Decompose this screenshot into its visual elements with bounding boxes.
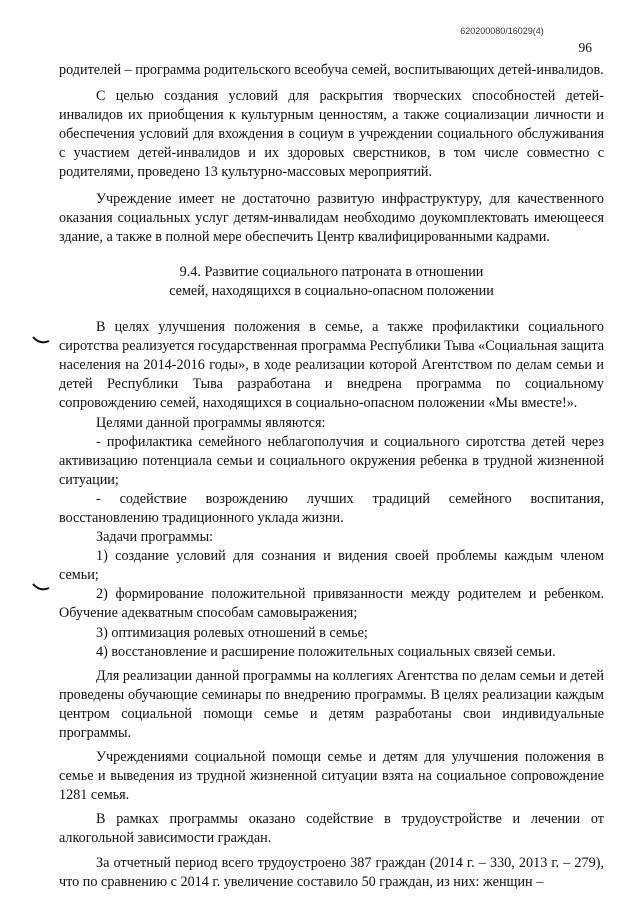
document-id: 620200080/16029(4) bbox=[460, 26, 544, 36]
list-item: 3) оптимизация ролевых отношений в семье; bbox=[96, 624, 368, 641]
paragraph: Учреждениями социальной помощи семье и детям для улучшения положения в семье и выведения из трудной жизненной ситуации взята на социальное сопровождение 1281 семья. bbox=[59, 749, 604, 804]
list-item: - профилактика семейного неблагополучия и социального сиротства детей через активизацию потенциала семьи и социального окружения ребенка в трудной жизненной ситуации; bbox=[59, 433, 604, 488]
list-item: 4) восстановление и расширение положительных социальных связей семьи. bbox=[96, 643, 556, 660]
paragraph: Целями данной программы являются: bbox=[96, 414, 326, 431]
paragraph: родителей – программа родительского всеобуча семей, воспитывающих детей-инвалидов. bbox=[59, 62, 604, 78]
section-title-line: семей, находящихся в социально-опасном положении bbox=[169, 282, 494, 299]
document-body bbox=[59, 61, 604, 892]
section-title-line: 9.4. Развитие социального патроната в отношении bbox=[179, 263, 484, 280]
margin-tick-mark-icon bbox=[32, 335, 50, 345]
paragraph: С целью создания условий для раскрытия творческих способностей детей-инвалидов их приобщения к культурным ценностям, а также социализации личности и обеспечения условий для вхождения в социум в учреждении социального обслуживания с участием детей-инвалидов и их здоровых сверстников, в том числе совместно с родителями, проведено 13 культурно-массовых мероприятий. bbox=[59, 88, 604, 181]
paragraph: Для реализации данной программы на коллегиях Агентства по делам семьи и детей проведены обучающие семинары по внедрению программы. В целях реализации каждым центром социальной помощи семье и детям разработаны свои индивидуальные программы. bbox=[59, 667, 604, 741]
paragraph: Учреждение имеет не достаточно развитую инфраструктуру, для качественного оказания социальных услуг детям-инвалидам необходимо доукомплектовать имеющееся здание, а также в полной мере обеспечить Центр квалифицированными кадрами. bbox=[59, 190, 604, 245]
paragraph: В рамках программы оказано содействие в трудоустройстве и лечении от алкогольной зависимости граждан. bbox=[59, 811, 604, 847]
paragraph: В целях улучшения положения в семье, а также профилактики социального сиротства реализуется государственная программа Республики Тыва «Социальная защита населения на 2014-2016 годы», в ходе реализации которой Агентством по делам семьи и детей Республики Тыва разработана и внедрена программа по социальному сопровождению семей, находящихся в социально-опасном положении «Мы вместе!». bbox=[59, 319, 604, 412]
paragraph: Задачи программы: bbox=[96, 529, 214, 546]
list-item: - содействие возрождению лучших традиций семейного воспитания, восстановлению традиционного уклада жизни. bbox=[59, 490, 604, 526]
margin-tick-mark-icon bbox=[32, 582, 50, 592]
page-number: 96 bbox=[578, 40, 592, 55]
paragraph: За отчетный период всего трудоустроено 387 граждан (2014 г. – 330, 2013 г. – 279), что по сравнению с 2014 г. увеличение составило 50 граждан, из них: женщин – bbox=[59, 854, 604, 890]
list-item: 1) создание условий для сознания и видения своей проблемы каждым членом семьи; bbox=[59, 548, 604, 584]
section-heading bbox=[59, 263, 604, 301]
list-item: 2) формирование положительной привязанности между родителем и ребенком. Обучение адекватным способам самовыражения; bbox=[59, 586, 604, 622]
